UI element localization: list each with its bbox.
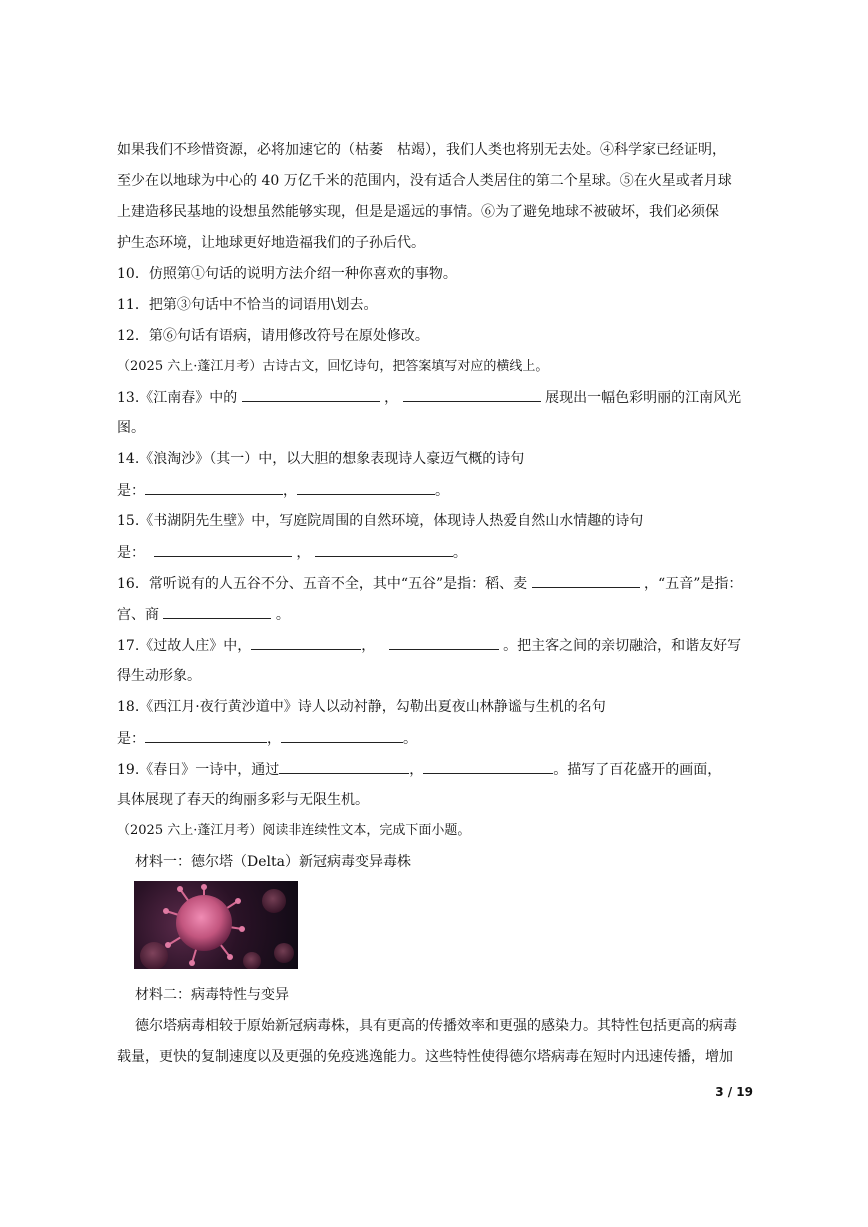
question-13 [117,387,753,408]
punct: 。 [275,607,290,623]
punct: ， [409,762,424,778]
question-text: ，“五音”是指： [644,576,743,592]
paragraph-line: 上建造移民基地的设想虽然能够实现，但是是遥远的事情。⑥为了避免地球不被破坏，我们必须保 [117,204,719,220]
question-text: 是： [117,731,145,747]
section-header-poetry: （2025 六上·蓬江月考）古诗古文，回忆诗句，把答案填写对应的横线上。 [117,359,549,374]
material-1-title: 材料一：德尔塔（Delta）新冠病毒变异毒株 [135,854,411,870]
question-18-answer [117,728,753,749]
answer-blank[interactable] [389,635,499,650]
virus-photo [134,881,298,969]
paragraph-line: 护生态环境，让地球更好地造福我们的子孙后代。 [117,235,425,251]
section-header-reading: （2025 六上·蓬江月考）阅读非连续性文本，完成下面小题。 [117,823,471,838]
answer-blank[interactable] [163,604,271,619]
punct: ， [283,483,297,499]
question-16 [117,573,753,594]
answer-blank[interactable] [154,542,292,557]
question-text: 13.《江南春》中的 [117,390,238,406]
question-15: 15.《书湖阴先生壁》中，写庭院周围的自然环境，体现诗人热爱自然山水情趣的诗句 [117,513,644,529]
answer-blank[interactable] [242,387,380,402]
question-text: 16．常听说有的人五谷不分、五音不全，其中“五谷”是指：稻、麦 [117,576,528,592]
question-text: 19.《春日》一诗中，通过 [117,762,280,778]
question-16-cont [117,604,753,625]
virus-icon [134,881,298,969]
question-10: 10．仿照第①句话的说明方法介绍一种你喜欢的事物。 [117,266,457,282]
question-11: 11．把第③句话中不恰当的词语用\划去。 [117,297,378,313]
question-text: 。把主客之间的亲切融洽，和谐友好写 [503,638,742,654]
question-14-answer [117,480,753,501]
question-19-cont: 具体展现了春天的绚丽多彩与无限生机。 [117,792,369,808]
question-text: 是： [117,545,145,561]
question-text: 宫、商 [117,607,159,623]
answer-blank[interactable] [279,759,409,774]
answer-blank[interactable] [297,480,435,495]
answer-blank[interactable] [145,480,283,495]
punct: ， [296,545,311,561]
answer-blank[interactable] [403,387,541,402]
paragraph-line: 如果我们不珍惜资源，必将加速它的（枯萎 枯竭），我们人类也将别无去处。④科学家已经证明， [117,142,726,158]
answer-blank[interactable] [145,728,267,743]
question-17 [117,635,753,656]
question-12: 12．第⑥句话有语病，请用修改符号在原处修改。 [117,328,429,344]
question-14: 14.《浪淘沙》（其一）中，以大胆的想象表现诗人豪迈气概的诗句 [117,451,525,467]
answer-blank[interactable] [281,728,403,743]
punct: 。 [403,731,417,747]
paragraph-line: 载量，更快的复制速度以及更强的免疫逃逸能力。这些特性使得德尔塔病毒在短时内迅速传播，增加 [117,1049,733,1065]
question-17-cont: 得生动形象。 [117,668,201,684]
question-text: 17.《过故人庄》中， [117,638,252,654]
page-number: 3 / 19 [715,1085,753,1099]
punct: 。 [452,545,467,561]
question-text: 是： [117,483,145,499]
punct: ， [361,638,376,654]
question-text: 展现出一幅色彩明丽的江南风光 [545,390,742,406]
answer-blank[interactable] [251,635,361,650]
answer-blank[interactable] [423,759,553,774]
question-text: 。描写了百花盛开的画面， [553,762,722,778]
paragraph-line: 德尔塔病毒相较于原始新冠病毒株，具有更高的传播效率和更强的感染力。其特性包括更高的病毒 [135,1018,737,1034]
punct: ， [267,731,281,747]
paragraph-line: 至少在以地球为中心的 40 万亿千米的范围内，没有适合人类居住的第二个星球。⑤在火星或者月球 [117,173,732,189]
question-18: 18.《西江月·夜行黄沙道中》诗人以动衬静，勾勒出夏夜山林静谧与生机的名句 [117,699,606,715]
answer-blank[interactable] [315,542,453,557]
material-2-title: 材料二：病毒特性与变异 [135,987,289,1003]
question-13-cont: 图。 [117,420,145,436]
question-15-answer [117,542,753,563]
punct: 。 [435,483,449,499]
answer-blank[interactable] [532,573,640,588]
punct: ， [384,390,399,406]
question-19 [117,759,753,780]
